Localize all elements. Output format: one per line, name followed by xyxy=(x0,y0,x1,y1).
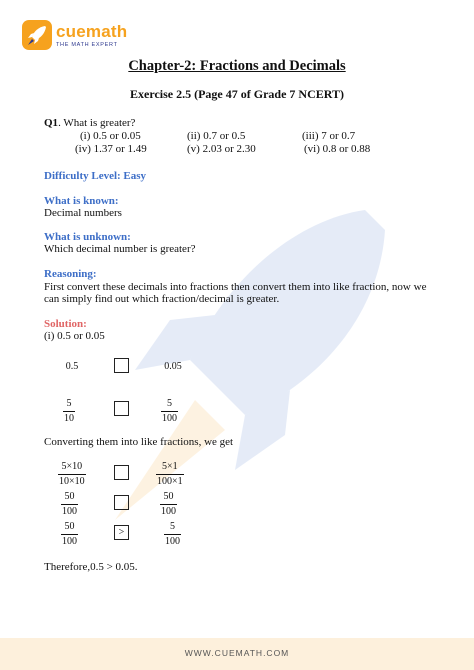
fraction-right xyxy=(164,521,181,548)
page-title: Chapter-2: Fractions and Decimals xyxy=(128,58,346,74)
numerator: 5 xyxy=(167,398,172,409)
question-option: (v) 2.03 or 2.30 xyxy=(187,143,256,155)
denominator: 100×1 xyxy=(157,476,183,487)
numerator: 50 xyxy=(64,491,75,502)
rocket-icon xyxy=(22,20,52,50)
converting-text: Converting them into like fractions, we get xyxy=(44,436,234,448)
logo-name: cuemath xyxy=(56,21,128,41)
numerator: 5×10 xyxy=(61,461,83,472)
known-heading: What is known: xyxy=(44,195,119,207)
question-option: (iv) 1.37 or 1.49 xyxy=(75,143,147,155)
denominator: 10 xyxy=(64,413,74,424)
fraction-right xyxy=(161,398,178,425)
denominator: 100 xyxy=(161,506,176,517)
numerator: 50 xyxy=(64,521,75,532)
unknown-text: Which decimal number is greater? xyxy=(44,243,196,255)
known-text: Decimal numbers xyxy=(44,207,122,219)
question-text: . What is greater? xyxy=(58,117,136,129)
fraction-left xyxy=(63,398,75,425)
solution-part: (i) 0.5 or 0.05 xyxy=(44,330,105,342)
comparison-box xyxy=(114,495,129,510)
question-option: (i) 0.5 or 0.05 xyxy=(80,130,141,142)
question-option: (iii) 7 or 0.7 xyxy=(302,130,356,142)
denominator: 100 xyxy=(62,506,77,517)
greater-than-box: > xyxy=(114,525,129,540)
denominator: 100 xyxy=(62,536,77,547)
fraction-right xyxy=(156,461,184,488)
comparison-box xyxy=(114,358,129,373)
question-option: (ii) 0.7 or 0.5 xyxy=(187,130,246,142)
question-line xyxy=(44,117,135,130)
footer-bar xyxy=(0,638,474,670)
fraction-left xyxy=(61,491,78,518)
conclusion-text: Therefore,0.5 > 0.05. xyxy=(44,561,138,573)
numerator: 5 xyxy=(170,521,175,532)
fraction-right xyxy=(160,491,177,518)
reasoning-line: can simply find out which fraction/decimal is greater. xyxy=(44,293,280,305)
reasoning-line: First convert these decimals into fractions then convert them into like fraction, now we xyxy=(44,281,427,293)
comparison-box xyxy=(114,465,129,480)
denominator: 100 xyxy=(165,536,180,547)
numerator: 50 xyxy=(163,491,174,502)
difficulty-level: Difficulty Level: Easy xyxy=(44,170,147,182)
unknown-heading: What is unknown: xyxy=(44,231,131,243)
fraction-left xyxy=(58,461,86,488)
fraction-left xyxy=(61,521,78,548)
numerator: 5×1 xyxy=(162,461,178,472)
denominator: 10×10 xyxy=(59,476,85,487)
question-option: (vi) 0.8 or 0.88 xyxy=(304,143,371,155)
reasoning-heading: Reasoning: xyxy=(44,268,97,280)
cuemath-logo xyxy=(22,20,127,50)
solution-heading: Solution: xyxy=(44,318,87,330)
logo-tagline: THE MATH EXPERT xyxy=(56,41,118,48)
decimal-left: 0.5 xyxy=(65,361,79,372)
numerator: 5 xyxy=(66,398,72,409)
comparison-box xyxy=(114,401,129,416)
denominator: 100 xyxy=(162,413,177,424)
footer-url[interactable]: WWW.CUEMATH.COM xyxy=(184,648,290,658)
page-subtitle: Exercise 2.5 (Page 47 of Grade 7 NCERT) xyxy=(130,87,344,101)
decimal-right: 0.05 xyxy=(164,361,182,372)
question-label: Q1 xyxy=(44,117,59,129)
